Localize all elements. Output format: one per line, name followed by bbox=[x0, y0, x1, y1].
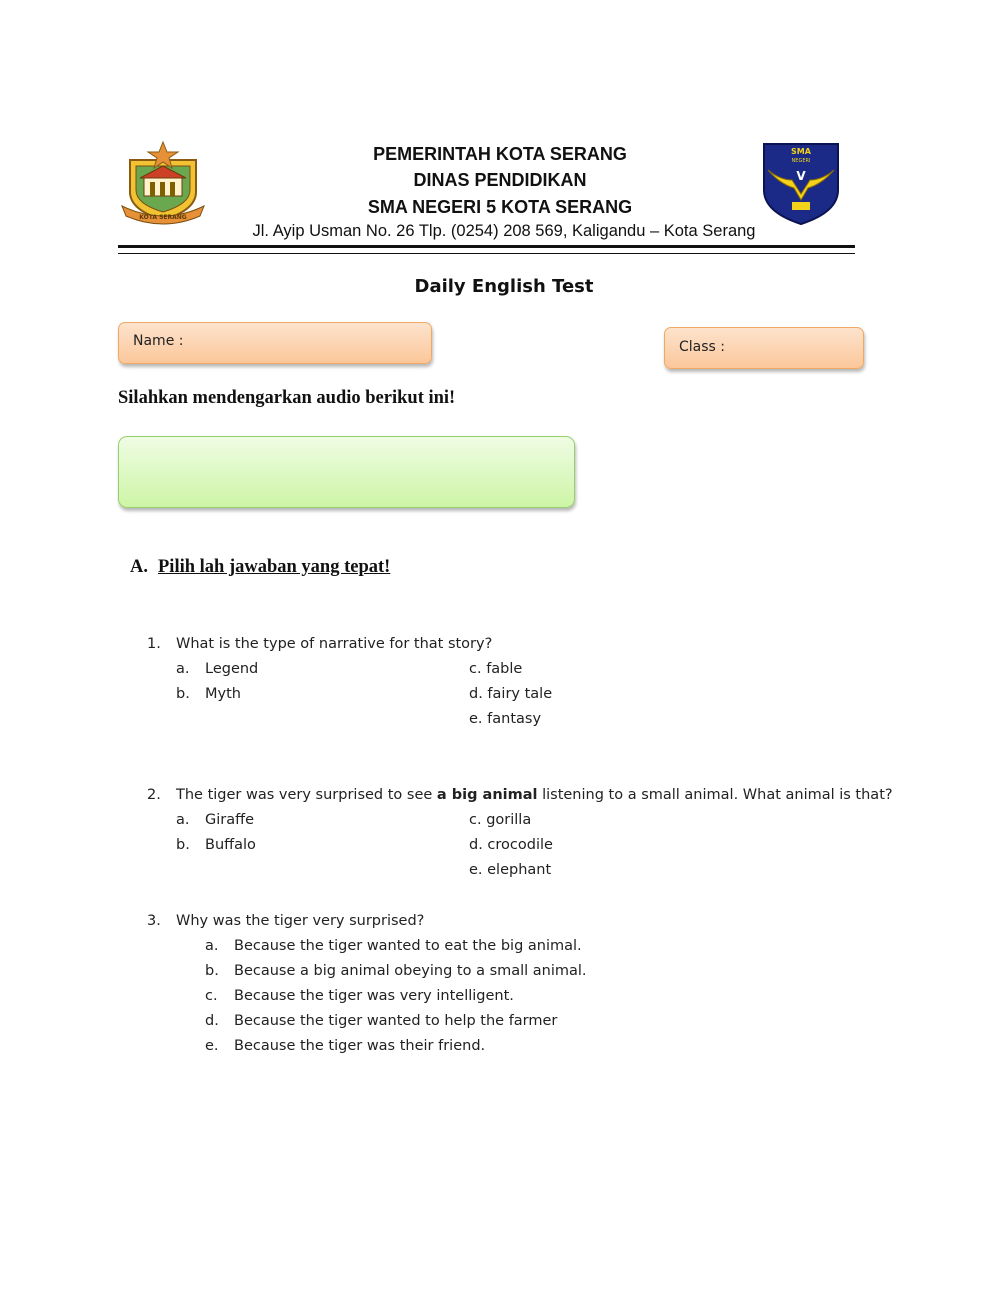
q3-option-e-letter: e. bbox=[205, 1038, 219, 1054]
svg-text:NEGERI: NEGERI bbox=[791, 158, 811, 164]
question-2-text bbox=[176, 787, 893, 803]
q2-text-bold: a big animal bbox=[436, 787, 538, 803]
header-school: SMA NEGERI 5 KOTA SERANG bbox=[367, 197, 633, 217]
header-department: DINAS PENDIDIKAN bbox=[413, 170, 587, 190]
section-heading bbox=[130, 557, 390, 578]
question-1-number: 1. bbox=[147, 636, 161, 652]
q3-option-b-letter: b. bbox=[205, 963, 219, 979]
name-field[interactable] bbox=[118, 322, 432, 364]
q2-option-e[interactable]: e. elephant bbox=[469, 862, 552, 878]
q3-option-d[interactable]: Because the tiger wanted to help the farmer bbox=[234, 1013, 558, 1029]
q3-option-c-letter: c. bbox=[205, 988, 218, 1004]
class-label: Class : bbox=[679, 339, 725, 355]
q1-option-b[interactable]: Myth bbox=[205, 686, 241, 702]
q3-option-a-letter: a. bbox=[205, 938, 219, 954]
class-field[interactable] bbox=[664, 327, 864, 369]
section-title: Pilih lah jawaban yang tepat! bbox=[158, 557, 391, 577]
header-government: PEMERINTAH KOTA SERANG bbox=[373, 144, 627, 164]
q3-option-e[interactable]: Because the tiger was their friend. bbox=[234, 1038, 486, 1054]
q2-option-b-letter: b. bbox=[176, 837, 190, 853]
svg-text:KOTA SERANG: KOTA SERANG bbox=[139, 214, 187, 221]
q2-option-a-letter: a. bbox=[176, 812, 190, 828]
svg-text:SMA: SMA bbox=[791, 147, 811, 156]
q2-option-b[interactable]: Buffalo bbox=[205, 837, 256, 853]
question-3-text: Why was the tiger very surprised? bbox=[176, 913, 425, 929]
letterhead-rule-thin bbox=[118, 253, 855, 254]
q1-option-a[interactable]: Legend bbox=[205, 661, 259, 677]
audio-instruction: Silahkan mendengarkan audio berikut ini! bbox=[118, 388, 456, 408]
question-3-number: 3. bbox=[147, 913, 161, 929]
header-address: Jl. Ayip Usman No. 26 Tlp. (0254) 208 569, Kaligandu – Kota Serang bbox=[252, 222, 756, 240]
audio-player-box[interactable] bbox=[118, 436, 575, 508]
letterhead-rule-thick bbox=[118, 245, 855, 248]
section-letter: A. bbox=[130, 557, 148, 577]
q3-option-b[interactable]: Because a big animal obeying to a small animal. bbox=[234, 963, 587, 979]
q2-text-after: listening to a small animal. What animal is that? bbox=[537, 787, 893, 803]
page-title: Daily English Test bbox=[414, 276, 594, 297]
q2-text-before: The tiger was very surprised to see bbox=[176, 787, 437, 803]
q3-option-d-letter: d. bbox=[205, 1013, 219, 1029]
q1-option-a-letter: a. bbox=[176, 661, 190, 677]
q1-option-d[interactable]: d. fairy tale bbox=[469, 686, 553, 702]
question-2-number: 2. bbox=[147, 787, 161, 803]
q2-option-c[interactable]: c. gorilla bbox=[469, 812, 532, 828]
q2-option-d[interactable]: d. crocodile bbox=[469, 837, 553, 853]
q2-option-a[interactable]: Giraffe bbox=[205, 812, 255, 828]
q1-option-e[interactable]: e. fantasy bbox=[469, 711, 542, 727]
q3-option-a[interactable]: Because the tiger wanted to eat the big animal. bbox=[234, 938, 582, 954]
question-1-text: What is the type of narrative for that story? bbox=[176, 636, 493, 652]
q1-option-c[interactable]: c. fable bbox=[469, 661, 523, 677]
q1-option-b-letter: b. bbox=[176, 686, 190, 702]
name-label: Name : bbox=[133, 333, 184, 349]
q3-option-c[interactable]: Because the tiger was very intelligent. bbox=[234, 988, 514, 1004]
svg-text:V: V bbox=[796, 169, 806, 183]
